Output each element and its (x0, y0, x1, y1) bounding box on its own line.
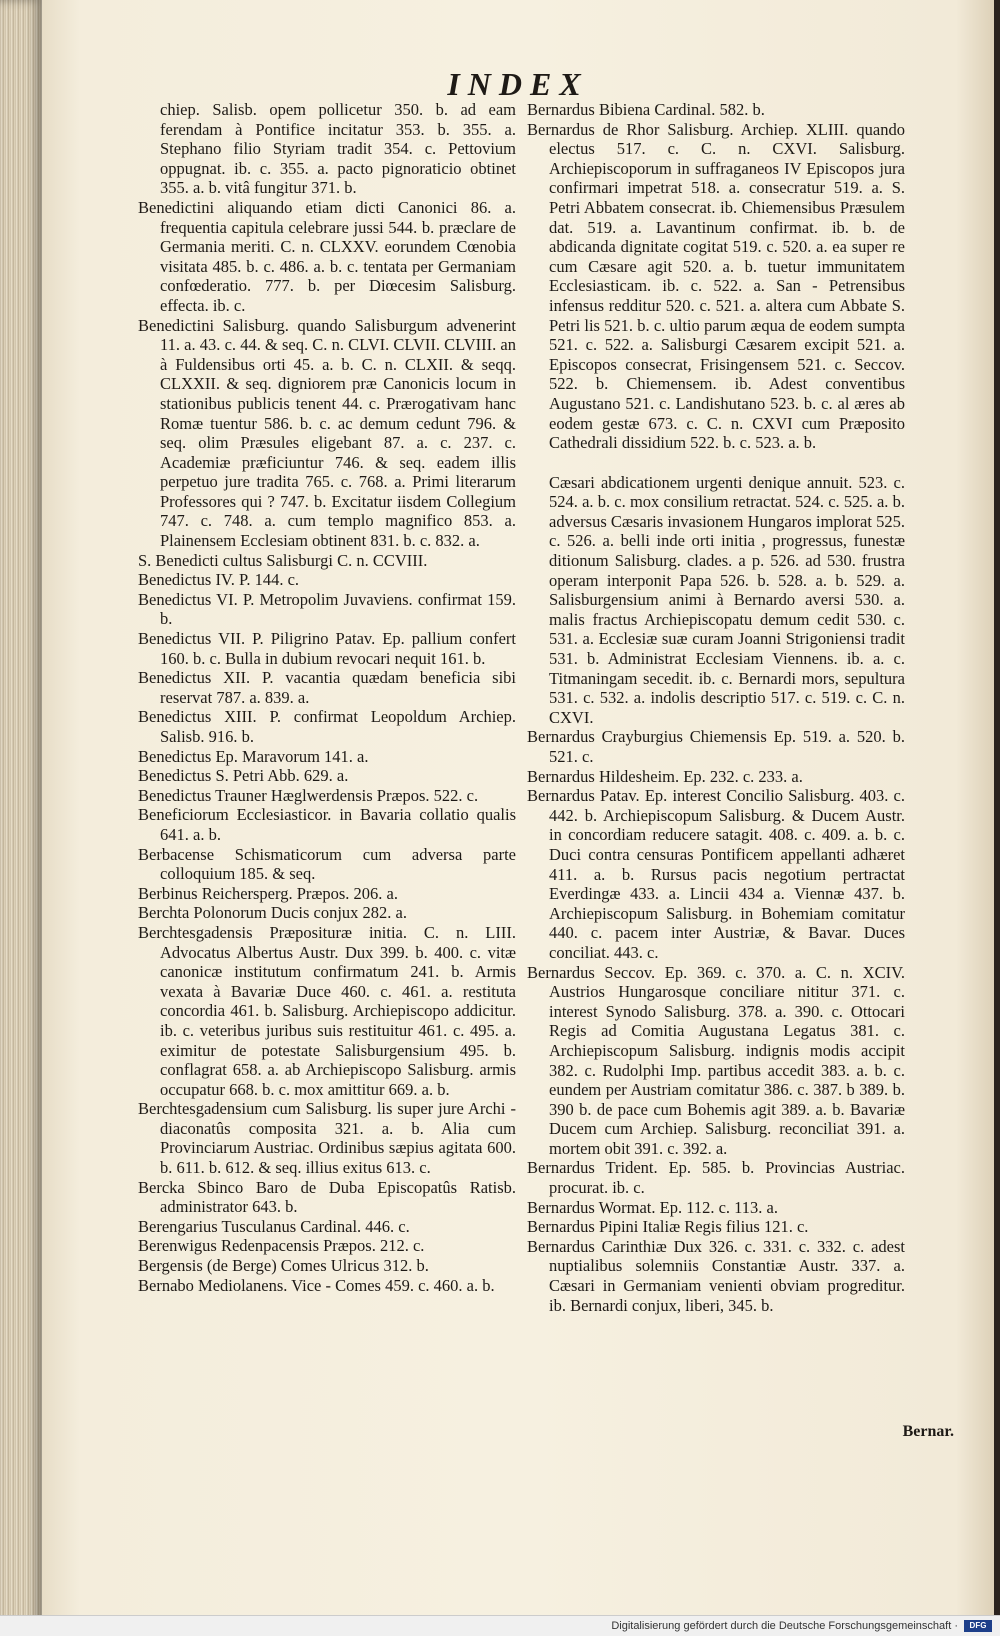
left-column (138, 100, 516, 1295)
index-entry: Bernardus de Rhor Salisburg. Archiep. XLIII. quando electus 517. c. C. n. CXVI. Salisburg. Archiepiscoporum in suffraganeos IV Episcopos jura confirmari impetrat 518. a. consecratur 519. a. S. Petri Abbatem consecrat. ib. Chiemensibus Præsulem dat. 519. a. Lavantinum confirmat. ib. b. de abdicanda dignitate cogitat 519. c. 520. a. ea super re cum Cæsare agit 520. a. b. tuetur immunitatem Ecclesiasticam. ib. c. 522. a. San - Petrensibus infensus redditur 520. c. 521. a. altera cum Abbate S. Petri lis 521. b. c. ultio parum æqua de eodem sumpta 521. c. 522. a. Salisburgi Cæsarem excipit 521. a. Episcopos consecrat, Frisingensem 521. c. Seccov. 522. b. Chiemensem. ib. Adest conventibus Augustano 521. c. Landishutano 523. b. c. al æres ab eodem gestæ 673. c. C. n. CXVI cum Præposito Cathedrali dissidium 522. b. c. 523. a. b. (527, 119, 905, 453)
index-entry: Berchtesgadensium cum Salisburg. lis super jure Archi - diaconatûs composita 321. a. b. Alia cum Provinciarum Austriac. Ordinibus sæpius agitata 600. b. 611. b. 612. & seq. illius exitus 613. c. (138, 1099, 516, 1178)
footer-credit: Digitalisierung gefördert durch die Deutsche Forschungsgemeinschaft · (611, 1620, 958, 1632)
index-entry: Benedictini aliquando etiam dicti Canonici 86. a. frequentia capitula celebrare jussi 544. b. præclare de Germania meriti. C. n. CLXXV. eorundem Cœnobia visitata 485. b. c. 486. a. b. c. tentata per Germaniam confœderatio. 777. b. per Diœcesim Salisburg. effecta. ib. c. (138, 197, 516, 315)
index-entry: Bergensis (de Berge) Comes Ulricus 312. b. (138, 1256, 429, 1276)
index-entry: Cæsari abdicationem urgenti denique annuit. 523. c. 524. a. b. c. mox consilium retractat. 524. c. 525. a. b. adversus Cæsaris invasionem Hungaros implorat 525. c. 526. a. belli inde orti initia , progressus, funestæ ditionum Salisburg. clades. a p. 526. ad 530. frustra operam interponit Papa 526. b. 528. a. b. 529. a. Salisburgensium animi à Bernardo aversi 530. a. malis fractus Archiepiscopatu demum cedit 530. c. 531. a. Ecclesiæ suæ curam Joanni Strigoniensi tradit 531. b. Administrat Ecclesiam Viennens. ib. a. c. Titmaningam secedit. ib. c. Bernardi mors, sepultura 531. c. 532. a. indolis descriptio 517. c. 519. c. C. n. CXVI. (549, 472, 905, 727)
index-entry: Bernardus Carinthiæ Dux 326. c. 331. c. 332. c. adest nuptialibus solemniis Constantiæ Austr. 337. a. Cæsari in Germaniam venienti obviam progreditur. ib. Bernardi conjux, liberi, 345. b. (527, 1236, 905, 1315)
index-entry: Benedictus IV. P. 144. c. (138, 570, 300, 590)
index-entry: Bernardus Pipini Italiæ Regis filius 121. c. (527, 1217, 809, 1237)
right-column (527, 100, 905, 1315)
index-entry: Bernardus Wormat. Ep. 112. c. 113. a. (527, 1197, 779, 1217)
index-entry: chiep. Salisb. opem pollicetur 350. b. ad eam ferendam à Pontifice incitatur 353. b. 355. a. Stephano filio Styriam tradit 354. c. Pettovium oppugnat. ib. c. 355. a. pacto pignoraticio obtinet 355. a. b. vitâ fungitur 371. b. (160, 100, 516, 198)
book-edge (0, 0, 42, 1636)
index-entry: Berengarius Tusculanus Cardinal. 446. c. (138, 1216, 410, 1236)
index-entry: Bernardus Crayburgius Chiemensis Ep. 519. a. 520. b. 521. c. (527, 727, 905, 766)
index-entry: Bernardus Patav. Ep. interest Concilio Salisburg. 403. c. 442. b. Archiepiscopum Salisburg. & Ducem Austr. in concordiam reducere satagit. 408. c. 409. a. b. c. Duci contra censuras Pontificem appellanti adhæret 411. a. b. Rursus pacis negotium pertractat Everdingæ 433. a. Lincii 434 a. Viennæ 437. b. Archiepiscopum Salisburg. in Bohemiam comitatur 440. c. pacem inter Austriæ, & Bavar. Duces conciliat. 443. c. (527, 786, 905, 962)
index-entry: Benedictini Salisburg. quando Salisburgum advenerint 11. a. 43. c. 44. & seq. C. n. CLVI. CLVII. CLVIII. an à Fuldensibus orti 45. a. b. C. n. CLXII. & seqq. CLXXII. & seq. digniorem præ Canonicis locum in stationibus publicis tenent 44. c. Prærogativam hanc Romæ tuentur 586. b. c. ac demum cedunt 796. & seq. olim Præsules eligebant 87. a. c. 237. c. Academiæ præficiuntur 746. & seq. eadem illis perpetuo jure tradita 765. c. 768. a. Primi literarum Professores qui ? 747. b. Excitatur iisdem Collegium 747. c. 748. a. cum templo magnifico 853. a. Plainensem Ecclesiam obtinent 831. b. c. 832. a. (138, 315, 516, 551)
index-entry: Bernardus Hildesheim. Ep. 232. c. 233. a. (527, 766, 803, 786)
index-entry: Bernabo Mediolanens. Vice - Comes 459. c. 460. a. b. (138, 1275, 495, 1295)
index-entry: Berbacense Schismaticorum cum adversa parte colloquium 185. & seq. (138, 844, 516, 884)
index-entry: Bercka Sbinco Baro de Duba Episcopatûs Ratisb. administrator 643. b. (138, 1177, 516, 1217)
index-entry: Benedictus VII. P. Piligrino Patav. Ep. pallium confert 160. b. c. Bulla in dubium revocari nequit 161. b. (138, 629, 516, 668)
index-entry: Benedictus VI. P. Metropolim Juvaviens. confirmat 159. b. (138, 589, 516, 629)
page-title: INDEX (447, 66, 589, 102)
index-entry: Berchta Polonorum Ducis conjux 282. a. (138, 903, 407, 923)
scan-edge (994, 0, 1000, 1636)
index-entry: Berenwigus Redenpacensis Præpos. 212. c. (138, 1236, 425, 1256)
index-entry: Berchtesgadensis Præposituræ initia. C. n. LIII. Advocatus Albertus Austr. Dux 399. b. 400. c. vitæ canonicæ institutum confirmatum 241. b. Armis vexata à Bavariæ Duce 460. c. 461. a. restituta concordia 461. b. Salisburg. Archiepiscopo addicitur. ib. c. veteribus juribus suis restituitur 461. c. 495. a. eximitur de potestate Salisburgensium 495. b. conflagrat 658. a. ab Archiepiscopo Salisburg. armis occupatur 668. b. c. mox amittitur 669. a. b. (138, 922, 516, 1099)
index-entry: Berbinus Reichersperg. Præpos. 206. a. (138, 883, 398, 903)
index-entry: Bernardus Bibiena Cardinal. 582. b. (527, 100, 765, 119)
book-page (42, 0, 994, 1636)
index-entry: Benedictus XIII. P. confirmat Leopoldum Archiep. Salisb. 916. b. (138, 707, 516, 746)
index-entry: S. Benedicti cultus Salisburgi C. n. CCVIII. (138, 550, 428, 570)
index-entry: Beneficiorum Ecclesiasticor. in Bavaria collatio qualis 641. a. b. (138, 805, 516, 844)
index-entry: Benedictus Trauner Hæglwerdensis Præpos. 522. c. (138, 785, 479, 805)
dfg-logo-icon: DFG (964, 1620, 992, 1632)
footer-bar (0, 1615, 1000, 1636)
index-entry: Bernardus Trident. Ep. 585. b. Provincias Austriac. procurat. ib. c. (527, 1158, 905, 1198)
catchword: Bernar. (902, 1423, 954, 1440)
index-entry: Benedictus XII. P. vacantia quædam beneficia sibi reservat 787. a. 839. a. (138, 668, 516, 707)
index-entry: Bernardus Seccov. Ep. 369. c. 370. a. C. n. XCIV. Austrios Hungarosque conciliare nititur 371. c. interest Synodo Salisburg. 378. a. 390. c. Ottocari Regis ad Comitia Augustana Legatus 381. c. Archiepiscopum Salisburg. indignis modis accipit 382. c. Rudolphi Imp. partibus accedit 383. a. b. c. eundem per Austriam comitatur 386. c. 387. b 389. b. 390 b. de pace cum Bohemis agit 389. a. b. Bavariæ Ducem cum Archiep. Salisburg. reconciliat 391. a. mortem obit 391. c. 392. a. (527, 962, 905, 1158)
index-entry: Benedictus S. Petri Abb. 629. a. (138, 766, 349, 786)
index-entry: Benedictus Ep. Maravorum 141. a. (138, 746, 369, 766)
